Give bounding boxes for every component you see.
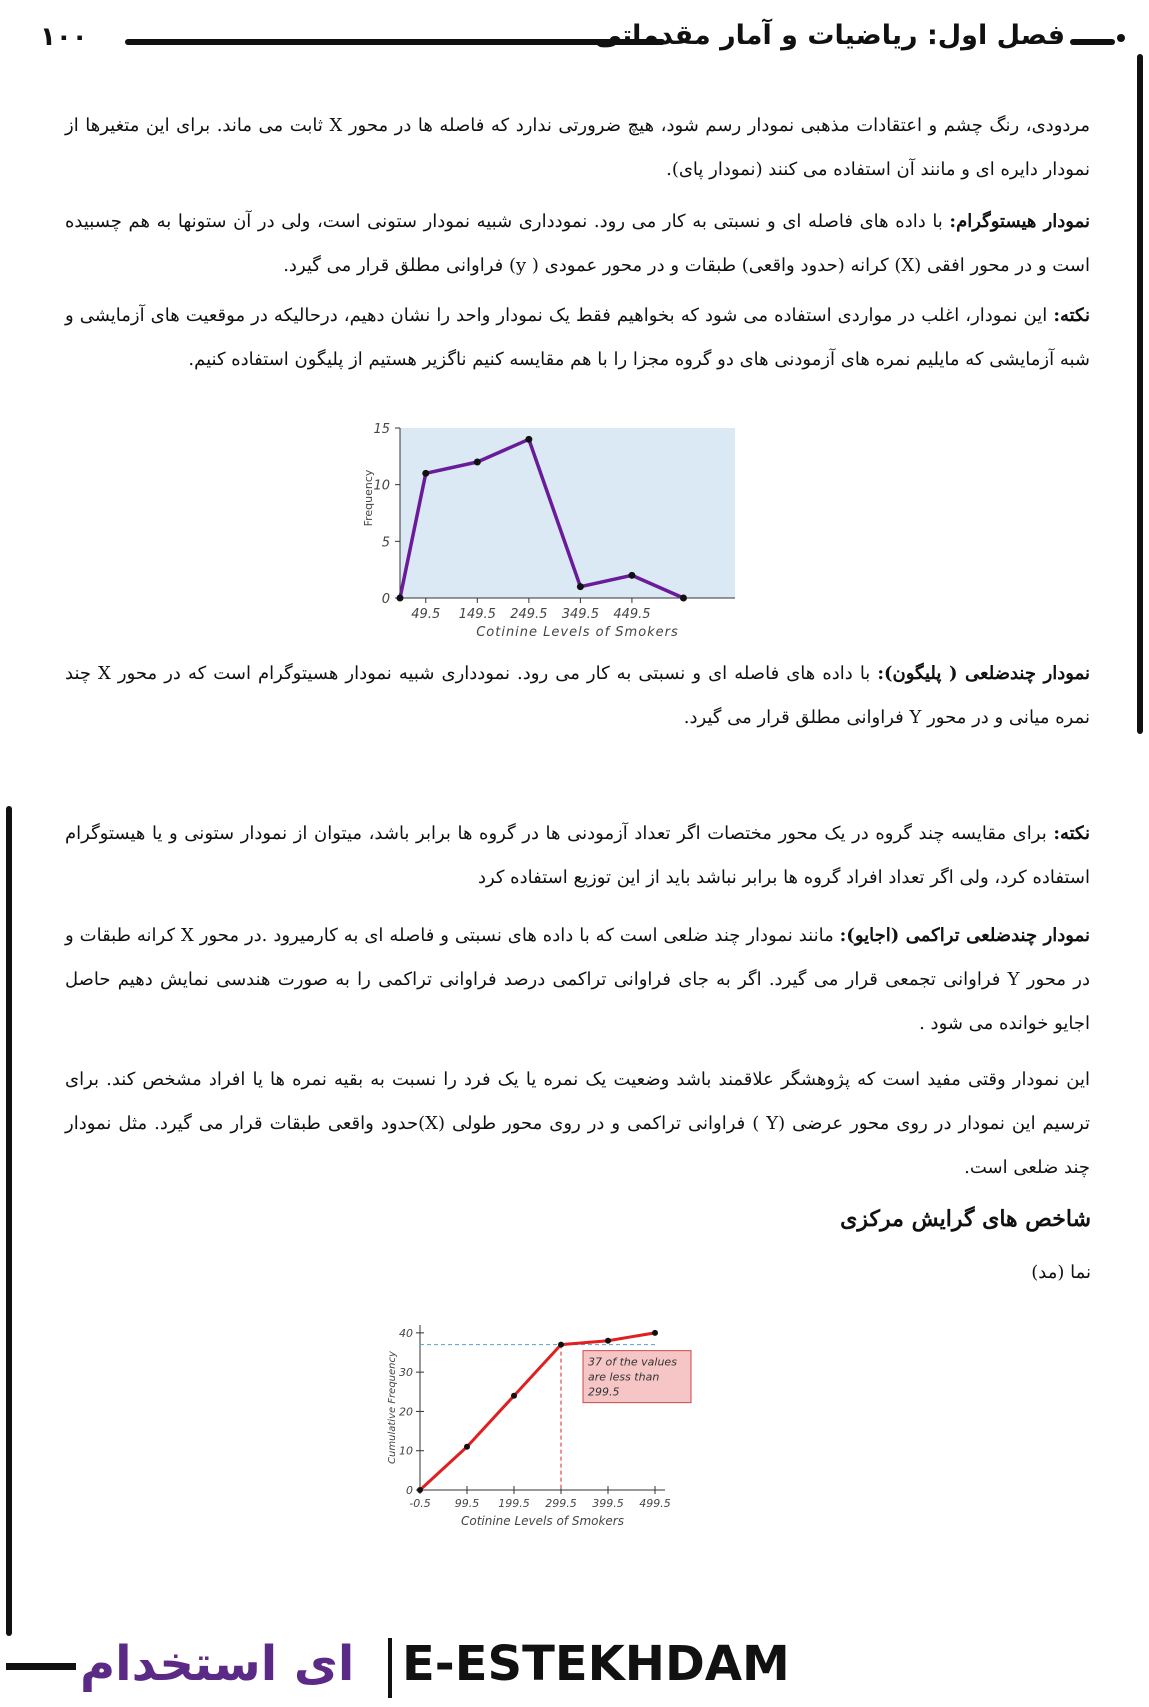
y-axis-label: Cumulative Frequency	[387, 1351, 398, 1464]
page-header	[30, 14, 1125, 64]
histogram-text: با داده های فاصله ای و نسبتی به کار می رود. نمودداری شبیه نمودار ستونی است، ولی در آن ستونها به هم چسبیده است و در محور افقی (X) کرانه (حدود واقعی) طبقات و در محور عمودی ( y) فراوانی مطلق قرار می گیرد.	[65, 211, 1090, 276]
data-point	[680, 595, 687, 602]
term-ogive: نمودار چندضلعی تراکمی (اجایو):	[839, 925, 1090, 946]
annotation-text: are less than	[588, 1370, 660, 1384]
data-point	[397, 595, 404, 602]
term-note-2: نکته:	[1053, 823, 1090, 844]
paragraph-note-2	[65, 812, 1090, 900]
note-2-text: برای مقایسه چند گروه در یک محور مختصات اگر تعداد آزمودنی ها در گروه ها برابر باشد، میتوان از نمودار ستونی و یا هیستوگرام استفاده کرد، ولی اگر تعداد افراد گروه ها برابر نباشد باید از این توزیع استفاده کرد	[65, 823, 1090, 888]
x-tick-label: 149.5	[458, 607, 496, 622]
y-tick-label: 20	[399, 1405, 413, 1419]
footer-rule	[6, 1663, 76, 1670]
x-tick-label: 499.5	[639, 1497, 671, 1510]
logo-english: E-ESTEKHDAM	[402, 1636, 790, 1692]
term-polygon: نمودار چندضلعی ( پلیگون):	[877, 663, 1091, 684]
data-point	[558, 1342, 564, 1348]
y-tick-label: 30	[399, 1366, 413, 1380]
x-tick-label: 299.5	[545, 1497, 577, 1510]
data-point	[605, 1338, 611, 1344]
paragraph-note-1	[65, 294, 1090, 382]
y-tick-label: 10	[373, 478, 390, 494]
data-point	[464, 1444, 470, 1450]
annotation-text: 299.5	[588, 1385, 620, 1399]
data-point	[525, 436, 532, 443]
plot-background	[400, 428, 735, 598]
data-point	[652, 1330, 658, 1336]
margin-bar-left	[6, 806, 12, 1636]
paragraph-ogive	[65, 914, 1090, 1046]
data-point	[417, 1487, 423, 1493]
subsection-mode: نما (مد)	[1031, 1262, 1091, 1283]
x-tick-label: -0.5	[409, 1497, 431, 1510]
paragraph-1-text: مردودی، رنگ چشم و اعتقادات مذهبی نمودار رسم شود، هیچ ضرورتی ندارد که فاصله ها در محور X ثابت می ماند. برای این متغیرها از نمودار دایره ای و مانند آن استفاده می کنند (نمودار پای).	[65, 115, 1090, 180]
chapter-title: فصل اول: ریاضیات و آمار مقدماتی	[594, 20, 1065, 51]
ogive-chart	[380, 1310, 720, 1550]
y-tick-label: 0	[381, 592, 390, 607]
logo-persian: ای استخدام	[80, 1636, 355, 1692]
data-point	[628, 572, 635, 579]
header-dot	[1117, 34, 1125, 42]
data-point	[474, 459, 481, 466]
page-number: ۱۰۰	[40, 22, 88, 52]
x-tick-label: 449.5	[613, 607, 651, 622]
x-axis-label: Cotinine Levels of Smokers	[460, 1514, 625, 1528]
header-rule-left	[125, 39, 665, 45]
paragraph-ogive-use	[65, 1058, 1090, 1190]
polygon-text: با داده های فاصله ای و نسبتی به کار می رود. نمودداری شبیه نمودار هسیتوگرام است که در محور X چند نمره میانی و در محور Y فراوانی مطلق قرار می گیرد.	[65, 663, 1090, 728]
margin-bar-right	[1137, 54, 1143, 734]
data-point	[511, 1393, 517, 1399]
y-tick-label: 5	[381, 535, 390, 551]
term-note-1: نکته:	[1053, 305, 1090, 326]
y-tick-label: 0	[406, 1484, 413, 1497]
x-tick-label: 49.5	[411, 607, 441, 622]
x-axis-label: Cotinine Levels of Smokers	[476, 625, 679, 640]
y-axis-label: Frequency	[362, 469, 375, 527]
y-tick-label: 40	[399, 1326, 413, 1340]
term-histogram: نمودار هیستوگرام:	[949, 211, 1090, 232]
x-tick-label: 249.5	[510, 607, 548, 622]
x-tick-label: 399.5	[592, 1497, 624, 1510]
paragraph-1	[65, 104, 1090, 192]
x-tick-label: 99.5	[454, 1497, 480, 1510]
ogive-text: مانند نمودار چند ضلعی است که با داده های نسبتی و فاصله ای به کارمیرود .در محور X کرانه طبقات و در محور Y فراوانی تجمعی قرار می گیرد. اگر به جای فراوانی تراکمی درصد فراوانی تراکمی را به صورت هندسی نمایش دهیم حاصل اجایو خوانده می شود .	[65, 925, 1090, 1034]
data-point	[577, 583, 584, 590]
annotation-text: 37 of the values	[588, 1355, 677, 1369]
paragraph-polygon	[65, 652, 1090, 740]
ogive-use-text: این نمودار وقتی مفید است که پژوهشگر علاقمند باشد وضعیت یک نمره یا یک فرد را نسبت به بقیه نمره ها یا افراد مشخص کند. برای ترسیم این نمودار در روی محور عرضی (Y ) فراوانی تراکمی و در روی محور طولی (X)حدود واقعی طبقات قرار می گیرد. مثل نمودار چند ضلعی است.	[65, 1069, 1090, 1178]
footer-logo	[0, 1630, 800, 1700]
frequency-polygon-chart	[350, 418, 800, 663]
section-heading: شاخص های گرایش مرکزی	[840, 1206, 1091, 1232]
paragraph-histogram	[65, 200, 1090, 288]
x-tick-label: 199.5	[498, 1497, 530, 1510]
data-point	[422, 470, 429, 477]
note-1-text: این نمودار، اغلب در مواردی استفاده می شود که بخواهیم فقط یک نمودار واحد را نشان دهیم، درحالیکه در موقعیت های آزمایشی و شبه آزمایشی که مایلیم نمره های آزمودنی های دو گروه مجزا را با هم مقایسه کنیم ناگزیر هستیم از پلیگون استفاده کنیم.	[65, 305, 1090, 370]
y-tick-label: 15	[373, 422, 390, 437]
logo-separator	[388, 1638, 392, 1698]
x-tick-label: 349.5	[561, 607, 599, 622]
header-rule-right	[1070, 39, 1115, 45]
y-tick-label: 10	[399, 1444, 413, 1458]
